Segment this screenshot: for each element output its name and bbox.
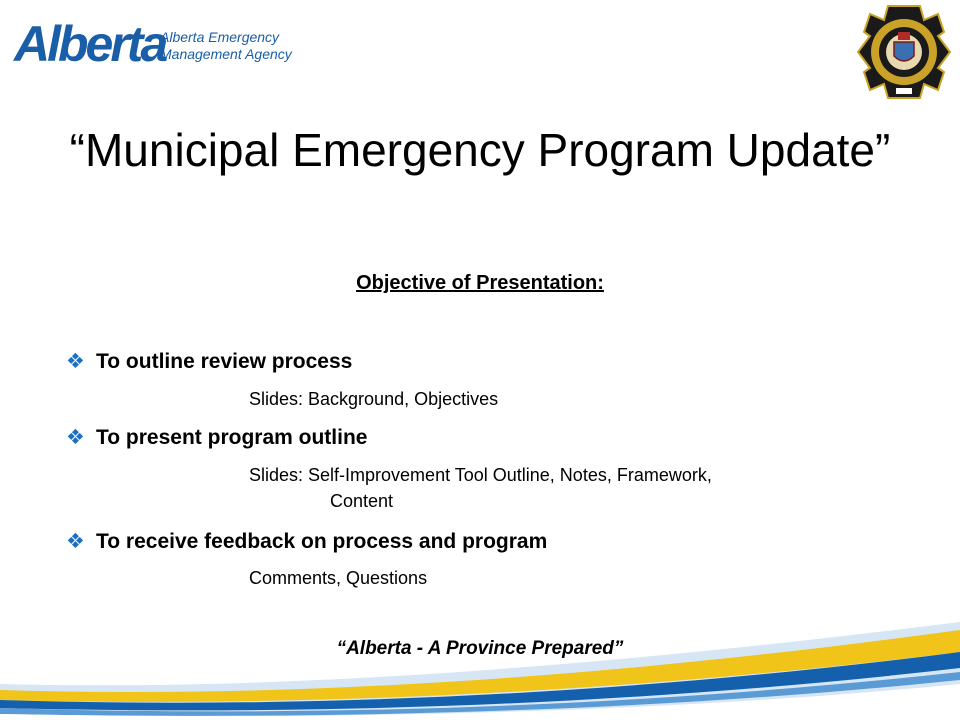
footer-wave-decoration	[0, 600, 960, 720]
detail-line: Comments, Questions	[249, 568, 428, 588]
slide-title: “Municipal Emergency Program Update”	[69, 124, 891, 176]
detail-line: Slides: Self-Improvement Tool Outline, Notes, Framework,	[249, 465, 712, 485]
diamond-bullet-icon: ❖	[66, 426, 85, 449]
diamond-bullet-icon: ❖	[66, 530, 85, 553]
agency-name-line1: Alberta Emergency	[160, 29, 280, 45]
agency-name	[160, 29, 292, 63]
bullet-item-1	[66, 349, 352, 374]
bullet-item-3	[66, 529, 547, 554]
bullet-item-detail	[249, 462, 712, 514]
bullet-item-2	[66, 425, 367, 450]
detail-line: Content	[330, 491, 394, 511]
alberta-logo	[14, 14, 304, 74]
aema-emblem-icon	[854, 2, 954, 102]
bullet-item-detail	[249, 565, 427, 591]
bullet-item-label: To present program outline	[96, 426, 368, 449]
bullet-item-label: To outline review process	[96, 350, 353, 373]
bullet-item-label: To receive feedback on process and program	[96, 530, 548, 553]
objective-heading: Objective of Presentation:	[356, 272, 604, 294]
agency-name-line2: Management Agency	[160, 46, 292, 62]
detail-line: Slides: Background, Objectives	[249, 389, 499, 409]
motto: “Alberta - A Province Prepared”	[336, 638, 624, 659]
bullet-item-detail	[249, 386, 498, 412]
logo-wordmark: Alberta	[14, 16, 166, 72]
diamond-bullet-icon: ❖	[66, 350, 85, 373]
